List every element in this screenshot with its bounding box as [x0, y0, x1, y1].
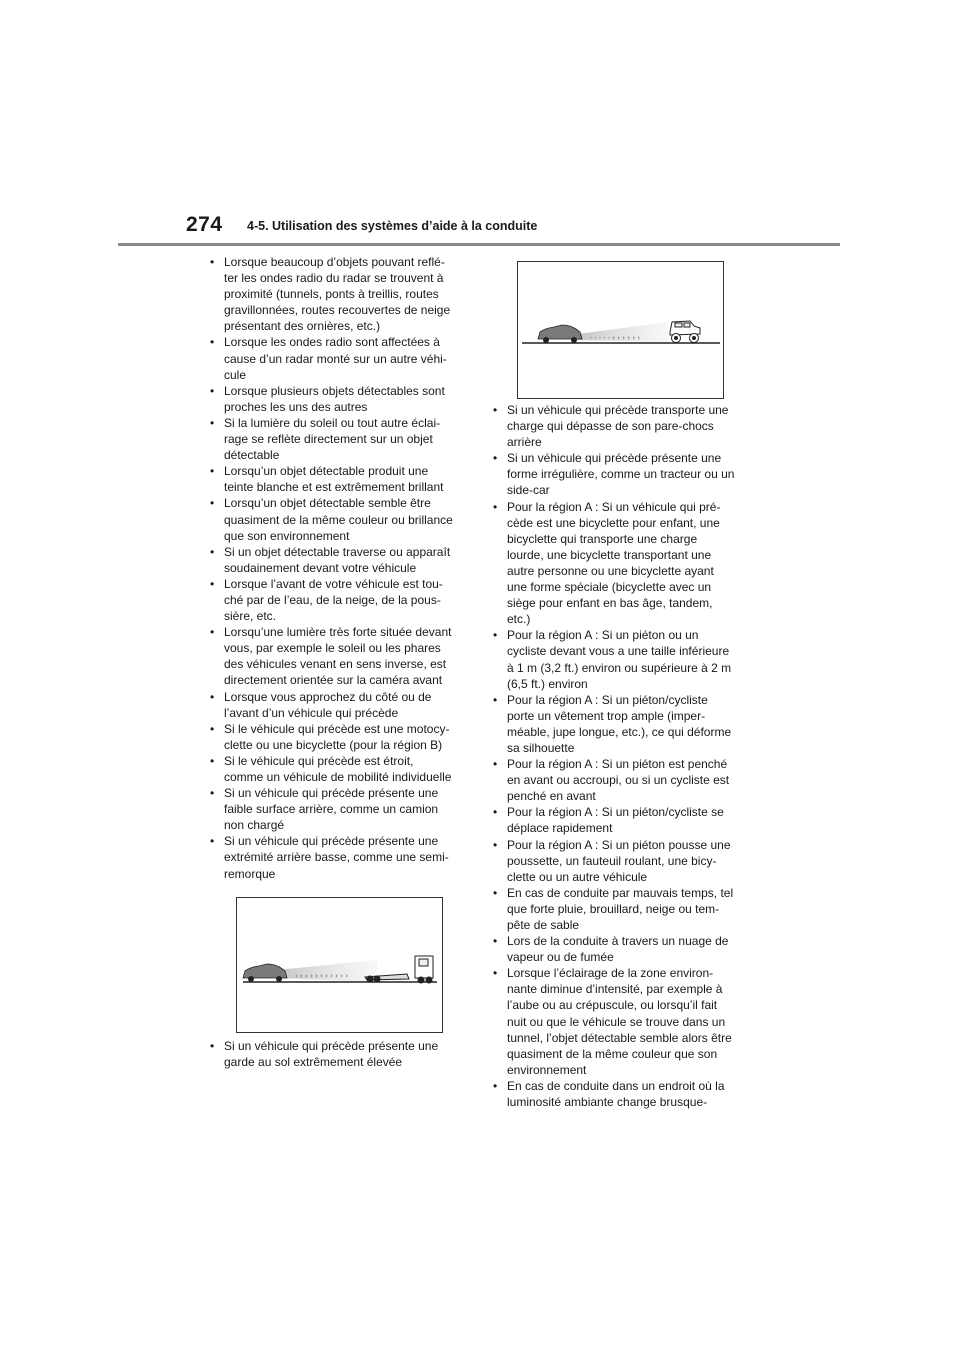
high-clearance-diagram	[518, 262, 723, 398]
bullet-item: • Pour la région A : Si un piéton/cycliste porte un vêtement trop ample (imper- méable, jupe longue, etc.), ce qui déforme sa silhouette	[491, 692, 755, 756]
bullet-item: • Lorsqu’une lumière très forte située devant vous, par exemple le soleil ou les phares des véhicules venant en sens inverse, est directement orientée sur la caméra avant	[208, 624, 472, 688]
bullet-item: • Si le véhicule qui précède est une motocy- clette ou une bicyclette (pour la région B)	[208, 721, 472, 753]
bullet-item: • Lorsque l’avant de votre véhicule est tou- ché par de l’eau, de la neige, de la pous- sière, etc.	[208, 576, 472, 624]
bullet-item: • Pour la région A : Si un piéton/cycliste se déplace rapidement	[491, 804, 755, 836]
illustration-low-trailer	[236, 897, 443, 1033]
bullet-item: • Si un objet détectable traverse ou apparaît soudainement devant votre véhicule	[208, 544, 472, 576]
bullet-item: • Lorsqu’un objet détectable produit une teinte blanche et est extrêmement brillant	[208, 463, 472, 495]
high-clearance-vehicle-icon	[670, 321, 700, 343]
svg-text:· · · · · › › › › › ›: · · · · · › › › › › ›	[590, 334, 641, 342]
bullet-item: • Si un véhicule qui précède présente une extrémité arrière basse, comme une semi- remorque	[208, 833, 472, 881]
bullet-item: • Si un véhicule qui précède présente une faible surface arrière, comme un camion non chargé	[208, 785, 472, 833]
left-column	[208, 254, 472, 882]
bullet-item: • Pour la région A : Si un piéton pousse une poussette, un fauteuil roulant, une bicy- clette ou un autre véhicule	[491, 837, 755, 885]
own-car-icon	[538, 325, 582, 343]
page-number: 274	[186, 213, 223, 236]
bullet-item: • Si la lumière du soleil ou tout autre éclai- rage se reflète directement sur un objet détectable	[208, 415, 472, 463]
right-bullet-list	[491, 402, 755, 1110]
bullet-item: • Si un véhicule qui précède présente une forme irrégulière, comme un tracteur ou un side-car	[491, 450, 755, 498]
bullet-item: • Lorsqu’un objet détectable semble être quasiment de la même couleur ou brillance que son environnement	[208, 495, 472, 543]
beam-arrows	[295, 972, 348, 980]
bullet-item: • Si un véhicule qui précède transporte une charge qui dépasse de son pare-chocs arrière	[491, 402, 755, 450]
bullet-item: • Lors de la conduite à travers un nuage de vapeur ou de fumée	[491, 933, 755, 965]
left-bullet-list-2	[208, 1038, 472, 1070]
bullet-item: • Pour la région A : Si un piéton ou un cycliste devant vous a une taille inférieure à 1 m (3,2 ft.) environ ou supérieure à 2 m (6,5 ft.) environ	[491, 627, 755, 691]
left-bullet-list	[208, 254, 472, 882]
bullet-item: • Si le véhicule qui précède est étroit, comme un véhicule de mobilité individuelle	[208, 753, 472, 785]
low-trailer-diagram	[237, 898, 442, 1032]
beam-arrows	[590, 334, 640, 342]
bullet-item: • Pour la région A : Si un véhicule qui pré- cède est une bicyclette pour enfant, une bicyclette qui transporte une charge lourde, une bicyclette transportant une autre personne ou une bicyclette ayant une forme spéciale (bicyclette avec un siège pour enfant en bas âge, tandem, etc.)	[491, 499, 755, 628]
bullet-item: • Si un véhicule qui précède présente une garde au sol extrêmement élevée	[208, 1038, 472, 1070]
left-column-continued	[208, 1038, 472, 1070]
header-rule	[118, 243, 840, 246]
bullet-item: • En cas de conduite dans un endroit où la luminosité ambiante change brusque-	[491, 1078, 755, 1110]
bullet-item: • Lorsque les ondes radio sont affectées à cause d’un radar monté sur un autre véhi- cule	[208, 334, 472, 382]
bullet-item: • Lorsque plusieurs objets détectables sont proches les uns des autres	[208, 383, 472, 415]
bullet-item: • En cas de conduite par mauvais temps, tel que forte pluie, brouillard, neige ou tem- pête de sable	[491, 885, 755, 933]
bullet-item: • Lorsque l’éclairage de la zone environ- nante diminue d’intensité, par exemple à l’aube ou au crépuscule, ou lorsqu’il fait nuit ou que le véhicule se trouve dans un tunnel, l’objet détectable semble alors être quasiment de la même couleur que son environnement	[491, 965, 755, 1078]
own-car-icon	[243, 964, 287, 982]
svg-text:› › › › › › › › › › ›: › › › › › › › › › › ›	[295, 972, 349, 980]
illustration-high-clearance	[517, 261, 724, 399]
bullet-item: • Lorsque beaucoup d’objets pouvant reflé- ter les ondes radio du radar se trouvent à proximité (tunnels, ponts à treillis, routes gravillonnées, routes recouvertes de neige présentant des ornières, etc.)	[208, 254, 472, 334]
bullet-item: • Pour la région A : Si un piéton est penché en avant ou accroupi, ou si un cycliste est penché en avant	[491, 756, 755, 804]
right-column	[491, 402, 755, 1110]
bullet-item: • Lorsque vous approchez du côté ou de l’avant d’un véhicule qui précède	[208, 689, 472, 721]
section-title: 4-5. Utilisation des systèmes d’aide à la conduite	[247, 219, 538, 233]
